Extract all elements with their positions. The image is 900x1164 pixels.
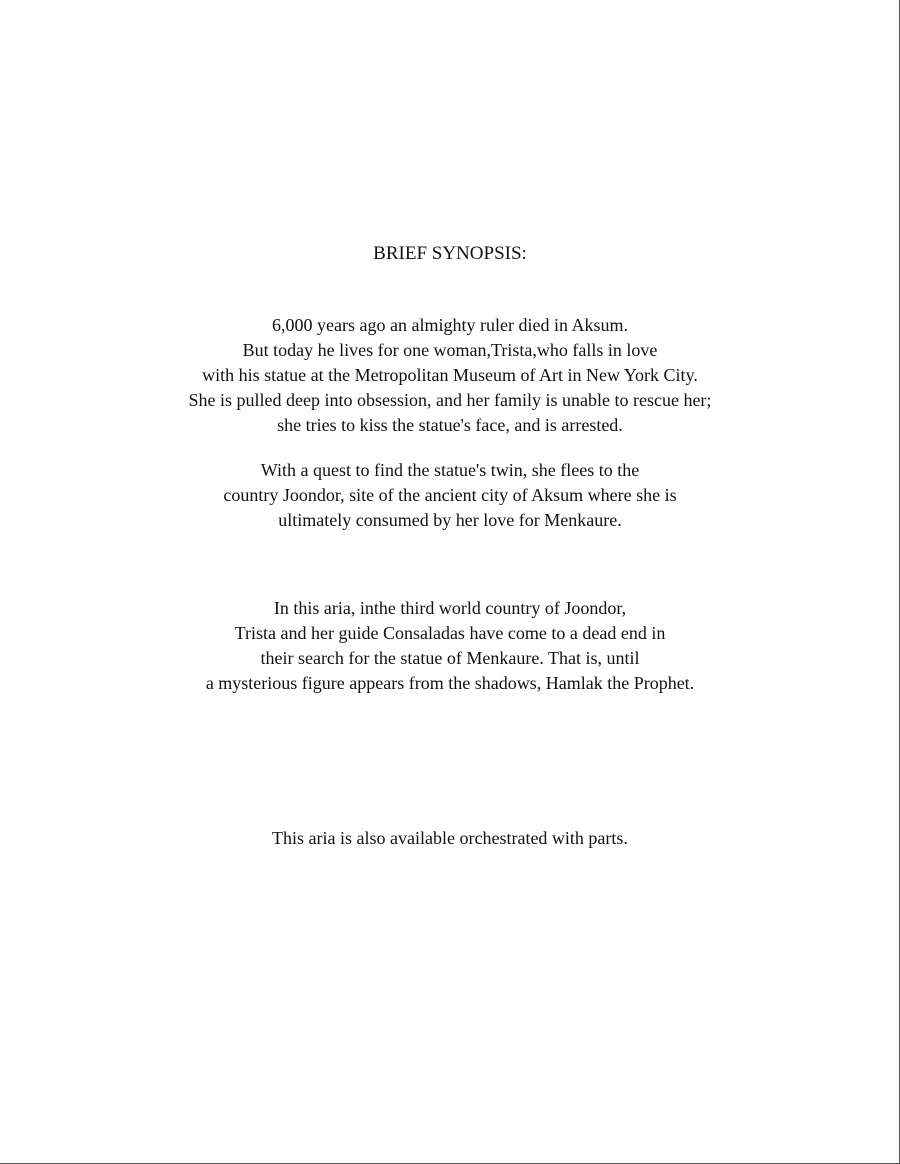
text-line: country Joondor, site of the ancient city of Aksum where she is: [223, 485, 677, 505]
text-line: But today he lives for one woman,Trista,who falls in love: [242, 340, 658, 360]
text-line: With a quest to find the statue's twin, she flees to the: [260, 460, 640, 480]
text-line: She is pulled deep into obsession, and her family is unable to rescue her;: [188, 390, 712, 410]
synopsis-paragraph-1: [0, 313, 900, 438]
text-line: ultimately consumed by her love for Menkaure.: [278, 510, 622, 530]
text-line: their search for the statue of Menkaure. That is, until: [260, 648, 640, 668]
availability-note: [0, 826, 900, 851]
synopsis-paragraph-2: [0, 458, 900, 533]
text-line: Trista and her guide Consaladas have come to a dead end in: [234, 623, 666, 643]
text-line: This aria is also available orchestrated with parts.: [272, 828, 628, 848]
aria-description-paragraph: [0, 596, 900, 696]
text-line: In this aria, inthe third world country of Joondor,: [273, 598, 627, 618]
text-line: a mysterious figure appears from the shadows, Hamlak the Prophet.: [205, 673, 695, 693]
synopsis-heading: BRIEF SYNOPSIS:: [373, 243, 527, 264]
text-line: 6,000 years ago an almighty ruler died in Aksum.: [272, 315, 628, 335]
text-line: she tries to kiss the statue's face, and is arrested.: [277, 415, 623, 435]
text-line: with his statue at the Metropolitan Museum of Art in New York City.: [202, 365, 698, 385]
